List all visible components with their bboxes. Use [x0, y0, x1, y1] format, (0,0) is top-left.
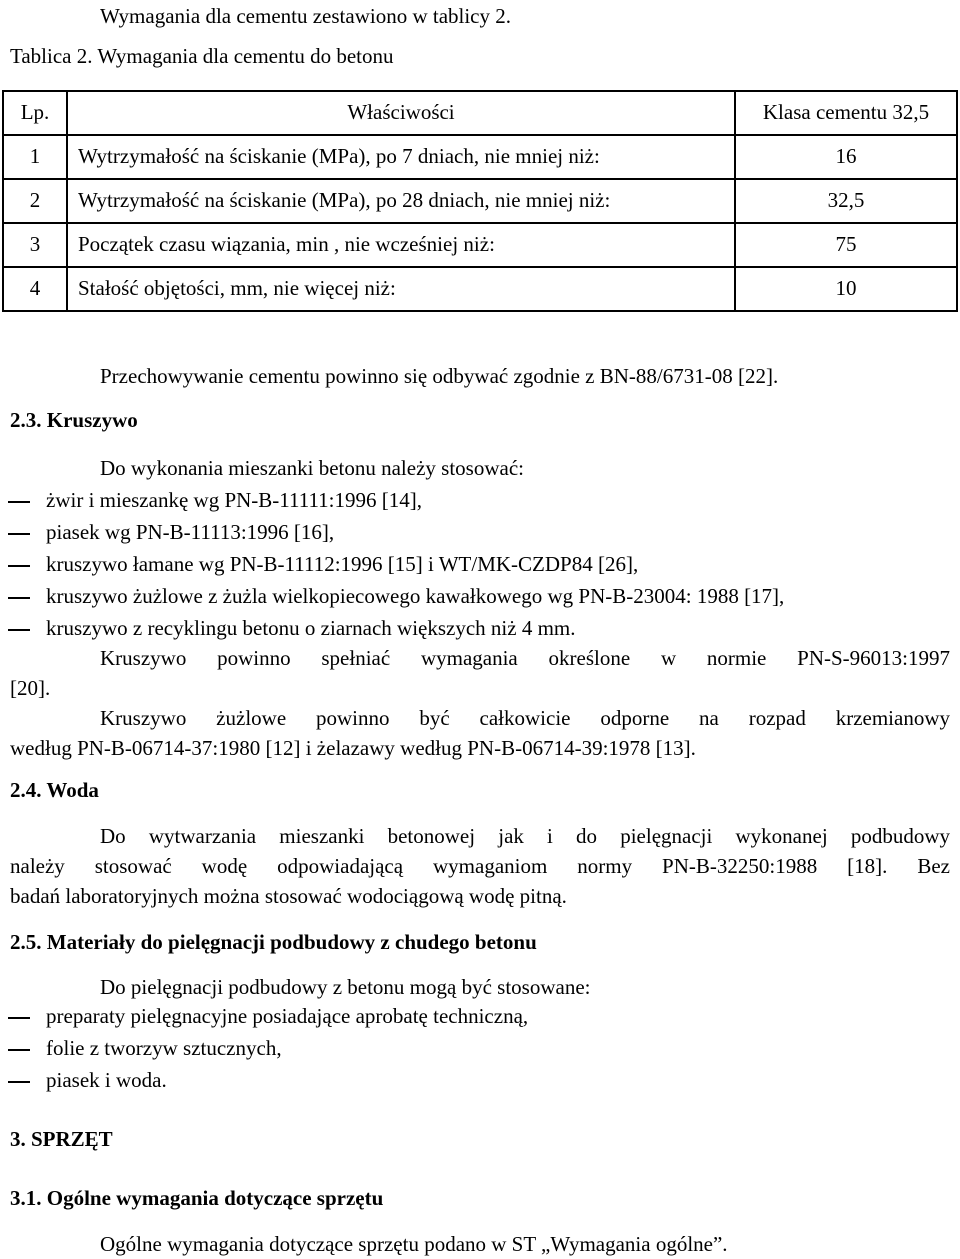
aggregate-paragraph-2-line-1: Kruszywo żużlowe powinno być całkowicie odporne na rozpad krzemianowy: [100, 706, 950, 730]
aggregate-paragraph-1-line-2: [20].: [10, 676, 51, 700]
section-heading-curing-materials: 2.5. Materiały do pielęgnacji podbudowy z chudego betonu: [10, 930, 537, 954]
table-header-row: [3, 91, 957, 135]
list-item: piasek i woda.: [46, 1068, 167, 1092]
row-property: Wytrzymałość na ściskanie (MPa), po 28 dniach, nie mniej niż:: [67, 179, 735, 223]
table-row: [3, 179, 957, 223]
cement-requirements-table: [2, 90, 958, 312]
table-row: [3, 223, 957, 267]
storage-note: Przechowywanie cementu powinno się odbywać zgodnie z BN-88/6731-08 [22].: [100, 364, 779, 388]
header-cement-class: Klasa cementu 32,5: [735, 91, 957, 135]
dash-bullet: [8, 533, 30, 535]
aggregate-paragraph-1-line-1: Kruszywo powinno spełniać wymagania określone w normie PN-S-96013:1997: [100, 646, 950, 670]
list-item: folie z tworzyw sztucznych,: [46, 1036, 282, 1060]
water-paragraph-line-1: Do wytwarzania mieszanki betonowej jak i do pielęgnacji wykonanej podbudowy: [100, 824, 950, 848]
water-paragraph-line-3: badań laboratoryjnych można stosować wodociągową wodę pitną.: [10, 884, 567, 908]
list-item: piasek wg PN-B-11113:1996 [16],: [46, 520, 335, 544]
list-item: żwir i mieszankę wg PN-B-11111:1996 [14],: [46, 488, 422, 512]
row-lp: 2: [3, 179, 67, 223]
table-row: [3, 135, 957, 179]
equipment-text: Ogólne wymagania dotyczące sprzętu podano w ST „Wymagania ogólne”.: [100, 1232, 728, 1256]
section-heading-equipment-requirements: 3.1. Ogólne wymagania dotyczące sprzętu: [10, 1186, 384, 1210]
row-value: 32,5: [735, 179, 957, 223]
dash-bullet: [8, 597, 30, 599]
list-item: kruszywo łamane wg PN-B-11112:1996 [15] i WT/MK-CZDP84 [26],: [46, 552, 639, 576]
row-property: Początek czasu wiązania, min , nie wcześniej niż:: [67, 223, 735, 267]
table-row: [3, 267, 957, 311]
dash-bullet: [8, 1049, 30, 1051]
dash-bullet: [8, 501, 30, 503]
row-property: Wytrzymałość na ściskanie (MPa), po 7 dniach, nie mniej niż:: [67, 135, 735, 179]
intro-line: Wymagania dla cementu zestawiono w tablicy 2.: [100, 4, 512, 28]
curing-intro: Do pielęgnacji podbudowy z betonu mogą być stosowane:: [100, 975, 591, 999]
header-properties: Właściwości: [67, 91, 735, 135]
aggregate-intro: Do wykonania mieszanki betonu należy stosować:: [100, 456, 524, 480]
row-property: Stałość objętości, mm, nie więcej niż:: [67, 267, 735, 311]
row-value: 75: [735, 223, 957, 267]
row-value: 10: [735, 267, 957, 311]
section-heading-woda: 2.4. Woda: [10, 778, 99, 802]
dash-bullet: [8, 1017, 30, 1019]
section-heading-kruszywo: 2.3. Kruszywo: [10, 408, 138, 432]
list-item: preparaty pielęgnacyjne posiadające aprobatę techniczną,: [46, 1004, 529, 1028]
list-item: kruszywo z recyklingu betonu o ziarnach większych niż 4 mm.: [46, 616, 576, 640]
water-paragraph-line-2: należy stosować wodę odpowiadającą wymaganiom normy PN-B-32250:1988 [18]. Bez: [10, 854, 950, 878]
row-lp: 4: [3, 267, 67, 311]
dash-bullet: [8, 1081, 30, 1083]
dash-bullet: [8, 629, 30, 631]
row-value: 16: [735, 135, 957, 179]
aggregate-paragraph-2-line-2: według PN-B-06714-37:1980 [12] i żelazawy według PN-B-06714-39:1978 [13].: [10, 736, 696, 760]
table-caption: Tablica 2. Wymagania dla cementu do betonu: [10, 44, 394, 68]
header-lp: Lp.: [3, 91, 67, 135]
row-lp: 3: [3, 223, 67, 267]
section-heading-sprzet: 3. SPRZĘT: [10, 1127, 113, 1151]
row-lp: 1: [3, 135, 67, 179]
list-item: kruszywo żużlowe z żużla wielkopiecowego kawałkowego wg PN-B-23004: 1988 [17],: [46, 584, 785, 608]
dash-bullet: [8, 565, 30, 567]
